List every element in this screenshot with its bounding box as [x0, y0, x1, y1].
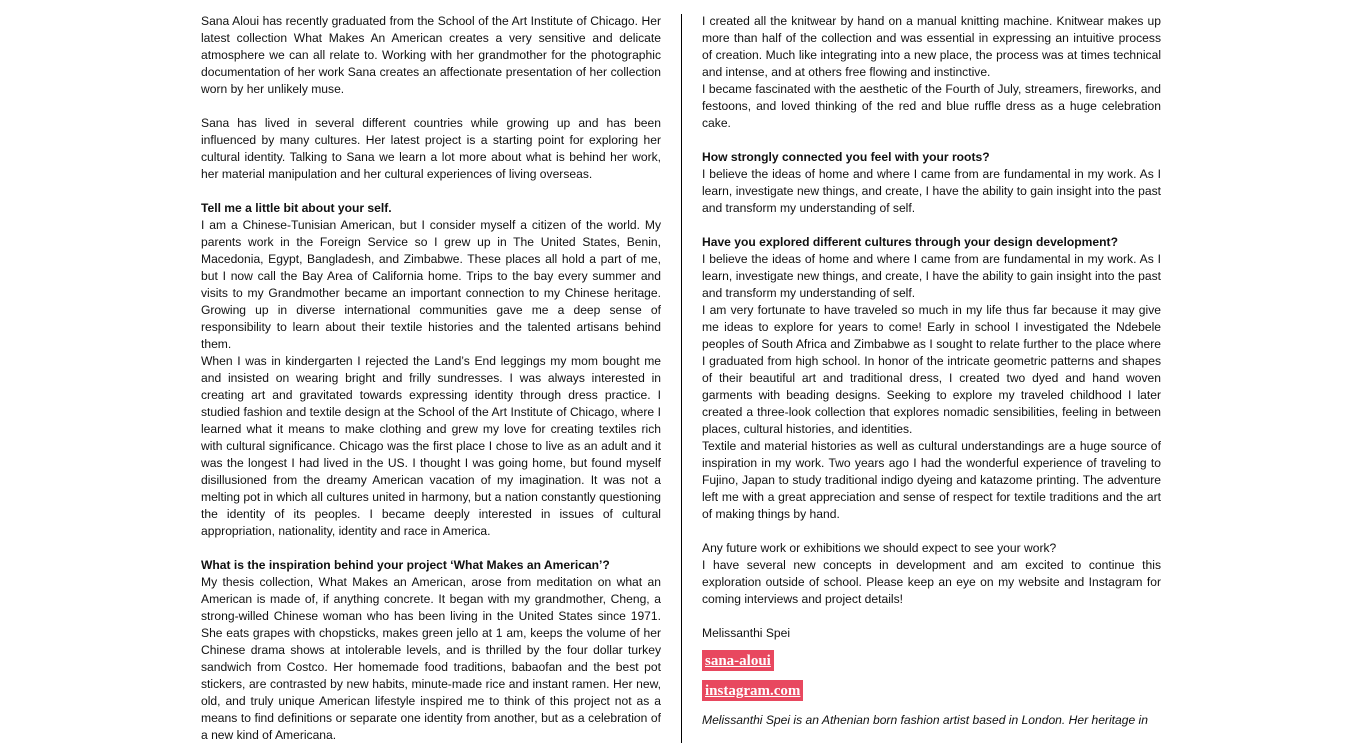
author-bio: Melissanthi Spei is an Athenian born fashion artist based in London. Her heritage in	[702, 713, 1148, 727]
column-divider	[681, 14, 682, 743]
article-left-column	[201, 13, 661, 743]
interview-question: Any future work or exhibitions we should expect to see your work?	[702, 541, 1057, 555]
interview-answer: My thesis collection, What Makes an American, arose from meditation on what an American is made of, if anything concrete. It began with my grandmother, Cheng, a strong-willed Chinese woman who has been living in the United States since 1971. She eats grapes with chopsticks, makes green jello at 1 am, keeps the volume of her Chinese drama shows at intolerable levels, and is thrilled by the four dollar turkey sandwich from Costco. Her homemade food traditions, babaofan and the best pot stickers, are contrasted by new habits, minute-made rice and instant ramen. Her new, old, and truly unique American lifestyle inspired me to think of this project not as a means to find definitions or separate one identity from another, but as a celebration of a new kind of Americana.	[201, 575, 661, 742]
interview-answer: I believe the ideas of home and where I came from are fundamental in my work. As I learn, investigate new things, and create, I have the ability to gain insight into the past and transform my understanding of self.	[702, 167, 1161, 215]
article-right-column	[702, 13, 1161, 729]
interview-question: What is the inspiration behind your project ‘What Makes an American’?	[201, 558, 610, 572]
interview-question: How strongly connected you feel with your roots?	[702, 150, 990, 164]
intro-paragraph: Sana Aloui has recently graduated from the School of the Art Institute of Chicago. Her latest collection What Makes An American creates a very sensitive and delicate atmosphere we can all relate to. Working with her grandmother for the photographic documentation of her work Sana creates an affectionate presentation of her collection worn by her unlikely muse.	[201, 14, 661, 96]
interview-answer: When I was in kindergarten I rejected the Land’s End leggings my mom bought me and insisted on wearing bright and frilly sundresses. I was always interested in creating art and gravitated towards expressing identity through dress practice. I studied fashion and textile design at the School of the Art Institute of Chicago, where I learned what it means to make clothing and grew my love for creating textiles rich with cultural significance. Chicago was the first place I chose to live as an adult and it was the longest I had lived in the US. I thought I was going home, but found myself disillusioned from the dreamy American vacation of my imagination. It was not a melting pot in which all cultures united in harmony, but a nation constantly questioning the identity of its peoples. I became deeply interested in issues of cultural appropriation, nationality, identity and race in America.	[201, 354, 661, 538]
interview-answer: I have several new concepts in development and am excited to continue this exploration outside of school. Please keep an eye on my website and Instagram for coming interviews and project details!	[702, 558, 1161, 606]
interview-answer: I became fascinated with the aesthetic of the Fourth of July, streamers, fireworks, and festoons, and loved thinking of the red and blue ruffle dress as a huge celebration cake.	[702, 82, 1161, 130]
intro-paragraph: Sana has lived in several different countries while growing up and has been influenced by many cultures. Her latest project is a starting point for exploring her cultural identity. Talking to Sana we learn a lot more about what is behind her work, her material manipulation and her cultural experiences of living overseas.	[201, 116, 661, 181]
author-name: Melissanthi Spei	[702, 626, 791, 640]
interview-answer: I am very fortunate to have traveled so much in my life thus far because it may give me ideas to explore for years to come! Early in school I investigated the Ndebele peoples of South Africa and Zimbabwe as I sought to relate further to the place where I graduated from high school. In honor of the intricate geometric patterns and shapes of their beautiful art and traditional dress, I created two dyed and hand woven garments with beading designs. Seeking to explore my traveled childhood I later created a three-look collection that explores nomadic sensibilities, feeling in between places, cultural histories, and identities.	[702, 303, 1161, 436]
interview-question: Tell me a little bit about your self.	[201, 201, 392, 215]
website-link[interactable]: sana-aloui	[702, 650, 774, 671]
interview-answer: I am a Chinese-Tunisian American, but I consider myself a citizen of the world. My parents work in the Foreign Service so I grew up in The United States, Benin, Macedonia, Egypt, Bangladesh, and Zimbabwe. These places all hold a part of me, but I now call the Bay Area of California home. Trips to the bay every summer and visits to my Grandmother became an important connection to my Chinese heritage. Growing up in diverse international communities gave me a deep sense of responsibility to learn about their textile histories and the talented artisans behind them.	[201, 218, 661, 351]
interview-answer: I created all the knitwear by hand on a manual knitting machine. Knitwear makes up more than half of the collection and was essential in expressing an intuitive process of creation. Much like integrating into a new place, the process was at times technical and intense, and at others free flowing and instinctive.	[702, 14, 1161, 79]
interview-answer: I believe the ideas of home and where I came from are fundamental in my work. As I learn, investigate new things, and create, I have the ability to gain insight into the past and transform my understanding of self.	[702, 252, 1161, 300]
interview-question: Have you explored different cultures through your design development?	[702, 235, 1118, 249]
interview-answer: Textile and material histories as well as cultural understandings are a huge source of inspiration in my work. Two years ago I had the wonderful experience of traveling to Fujino, Japan to study traditional indigo dyeing and katazome printing. The adventure left me with a great appreciation and sense of respect for textile traditions and the art of making things by hand.	[702, 439, 1161, 521]
instagram-link[interactable]: instagram.com	[702, 680, 803, 701]
